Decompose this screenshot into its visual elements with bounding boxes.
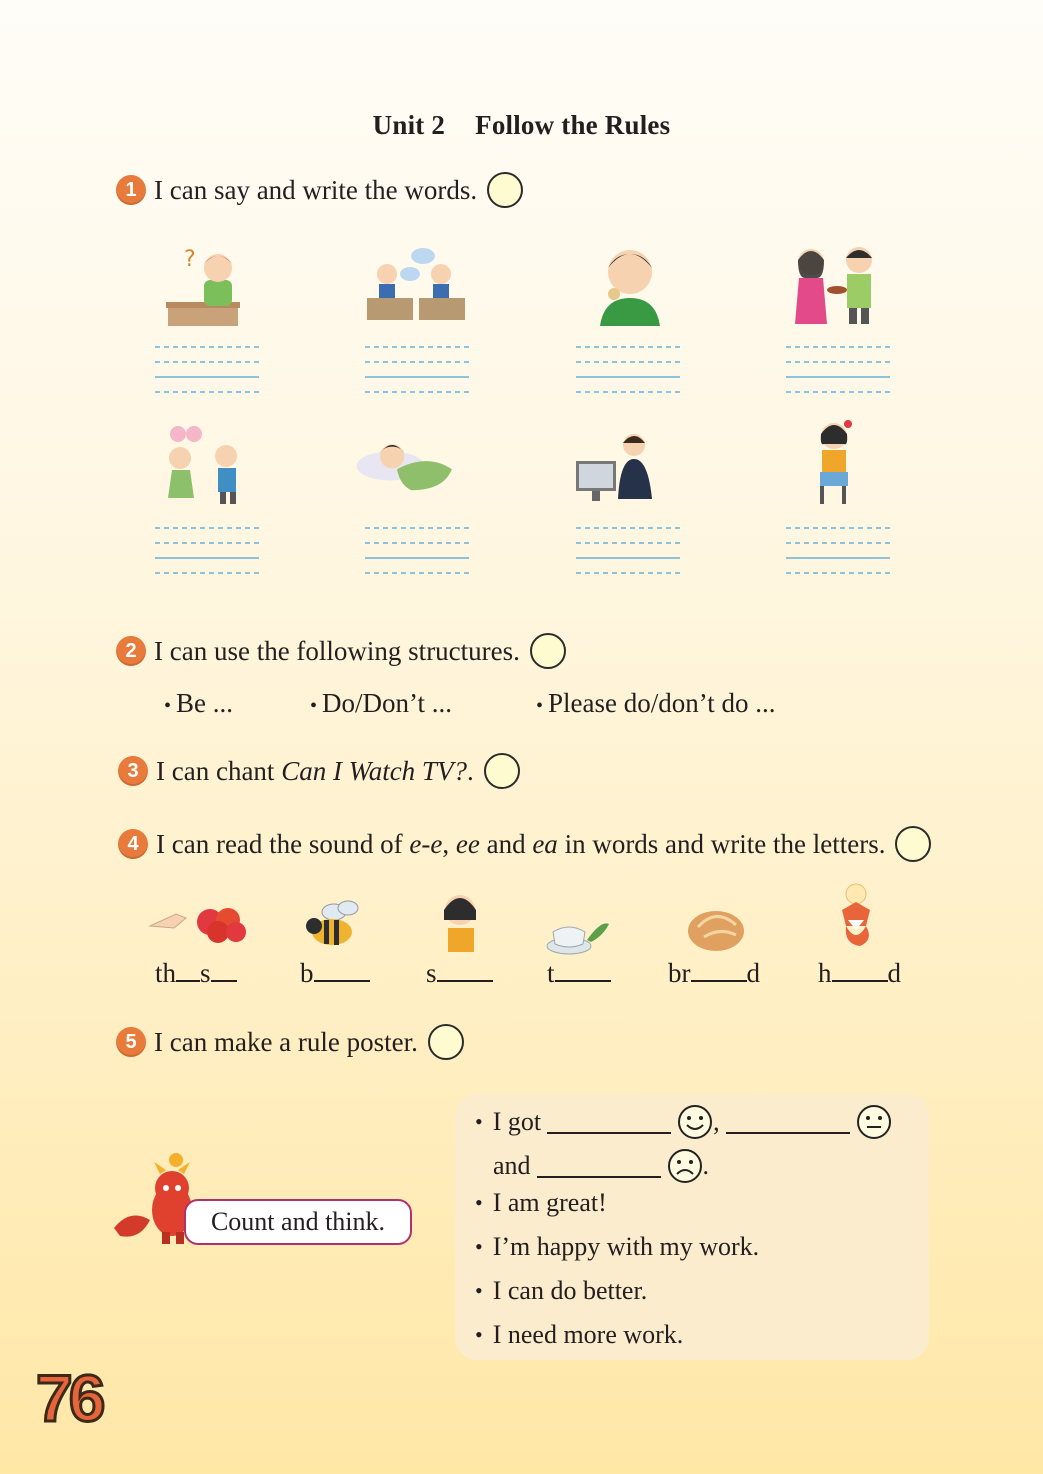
self-check-circle[interactable] (895, 826, 931, 862)
answer-blank[interactable] (726, 1110, 850, 1134)
writing-lines[interactable] (365, 526, 469, 576)
answer-blank[interactable] (537, 1154, 661, 1178)
structure-item: • Be ... (164, 688, 234, 718)
writing-lines[interactable] (576, 345, 680, 395)
section-number: 2 (116, 636, 146, 666)
section-number: 4 (118, 829, 148, 859)
happy-face-icon (677, 1104, 713, 1140)
sound-word[interactable]: s (426, 958, 493, 989)
section-3 (118, 753, 520, 789)
bread-picture (684, 896, 754, 966)
structure-item: • Please do/don’t do ... (536, 688, 776, 718)
poster-item: • I can do better. (475, 1276, 648, 1305)
page-number: 76 (36, 1361, 102, 1435)
unit-name: Follow the Rules (475, 110, 671, 140)
answer-blank[interactable] (547, 1110, 671, 1134)
sound-word[interactable]: th s (155, 958, 237, 989)
count-and-think-bubble: Count and think. (184, 1199, 412, 1245)
self-check-circle[interactable] (428, 1024, 464, 1060)
talking-students-picture (365, 240, 465, 332)
poster-got-line: • I got , (475, 1104, 892, 1140)
writing-lines[interactable] (365, 345, 469, 395)
section-text: I can chant Can I Watch TV?. (156, 755, 474, 786)
she-girl-picture (430, 886, 500, 956)
rule-poster-card (455, 1094, 929, 1360)
self-check-circle[interactable] (484, 753, 520, 789)
poster-item: • I need more work. (475, 1320, 684, 1349)
page-title (0, 110, 1043, 141)
unit-label: Unit 2 (372, 110, 446, 140)
section-number: 1 (116, 175, 146, 205)
section-text: I can make a rule poster. (154, 1026, 418, 1057)
section-text: I can use the following structures. (154, 635, 520, 666)
sound-word[interactable]: br d (668, 958, 760, 988)
writing-lines[interactable] (155, 345, 259, 395)
sharing-food-picture (785, 238, 885, 330)
head-fox-picture (826, 880, 896, 950)
neutral-face-icon (856, 1104, 892, 1140)
chant-title: Can I Watch TV? (281, 755, 467, 786)
boy-eating-picture (580, 236, 680, 328)
section-number: 5 (116, 1027, 146, 1057)
section-1 (116, 172, 523, 208)
section-text: I can say and write the words. (154, 174, 478, 205)
sound-word[interactable]: b (300, 958, 370, 989)
section-4 (118, 826, 931, 862)
self-check-circle[interactable] (530, 633, 566, 669)
section-5 (116, 1024, 464, 1060)
writing-lines[interactable] (786, 345, 890, 395)
sitting-girl-picture (790, 414, 890, 506)
structure-item: • Do/Don’t ... (310, 688, 453, 718)
writing-lines[interactable] (576, 526, 680, 576)
writing-lines[interactable] (786, 526, 890, 576)
section-text: I can read the sound of e-e, ee and ea in words and write the letters. (156, 828, 886, 859)
poster-item: • I’m happy with my work. (475, 1232, 760, 1261)
sad-face-icon (667, 1148, 703, 1184)
writing-lines[interactable] (155, 526, 259, 576)
self-check-circle[interactable] (487, 172, 523, 208)
this-pointing-picture (146, 896, 250, 946)
playing-children-picture (160, 420, 260, 512)
bee-picture (302, 892, 372, 962)
section-number: 3 (118, 756, 148, 786)
sleeping-girl-picture (355, 420, 455, 512)
thinking-boy-picture (160, 240, 260, 332)
section-2 (116, 633, 566, 669)
svg-text:?: ? (184, 247, 196, 272)
computer-man-picture (576, 425, 676, 517)
sound-word[interactable]: h d (818, 958, 901, 988)
sound-word[interactable]: t (547, 958, 611, 989)
poster-item: • I am great! (475, 1188, 607, 1217)
poster-and-line: and . (493, 1148, 709, 1184)
